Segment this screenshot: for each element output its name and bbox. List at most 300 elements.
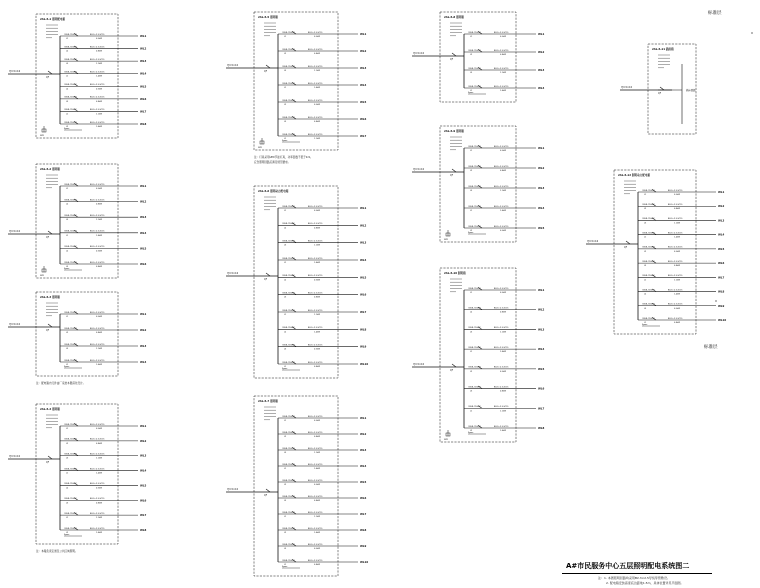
circuit-row xyxy=(278,527,367,534)
circuit-row xyxy=(278,479,367,486)
main-breaker-label: QF xyxy=(450,174,453,177)
load-label: 0.5kW xyxy=(500,36,506,38)
load-label: 0.8kW xyxy=(96,100,102,103)
breaker-label: C65N-C16/1P xyxy=(282,257,295,260)
load-label: 0.8kW xyxy=(96,332,102,334)
breaker-label: C65N-C16/1P xyxy=(64,84,77,87)
circuit-row xyxy=(278,447,367,454)
circuit-id: WL5 xyxy=(140,85,147,89)
circuit-row xyxy=(60,71,147,78)
panel-enclosure xyxy=(254,396,338,576)
phase-label: L3 xyxy=(470,72,473,74)
load-label: 1.1kW xyxy=(500,410,506,413)
load-label: 1.1kW xyxy=(314,70,320,72)
circuit-row xyxy=(464,425,545,432)
panel-p7 xyxy=(226,396,368,576)
load-label: 1.4kW xyxy=(314,262,320,264)
spare-label: Spare xyxy=(282,368,288,370)
breaker-label: C65N-C16/1P xyxy=(64,121,77,124)
cable-label: BV-3×2.5-SC15 xyxy=(308,240,323,243)
phase-label: L3 xyxy=(66,457,69,460)
corner-label-top-right: 标准层 xyxy=(708,11,722,16)
load-label: 1.4kW xyxy=(500,210,506,212)
breaker-label: C65N-C16/1P xyxy=(282,361,295,364)
breaker-label: C65N-C16/1P xyxy=(282,511,295,514)
breaker-label: C65N-C16/1P xyxy=(282,447,295,450)
load-label: 0.8kW xyxy=(314,121,320,123)
circuit-id: WL5 xyxy=(140,484,147,488)
main-breaker-symbol xyxy=(266,489,270,492)
drawing-title: A#市民服务中心五层照明配电系统图二 xyxy=(566,562,690,570)
phase-label: L3 xyxy=(644,307,647,310)
load-label: 0.5kW xyxy=(314,548,320,550)
circuit-id: WL7 xyxy=(718,276,725,280)
breaker-label: C65N-C16/1P xyxy=(468,406,481,409)
breaker-label: C65N-C16/1P xyxy=(642,218,655,221)
cable-label: BV-3×2.5-SC15 xyxy=(668,246,683,249)
phase-label: L1 xyxy=(284,420,287,422)
breaker-label: C65N-C16/1P xyxy=(64,246,77,249)
spd-label: SPD xyxy=(40,275,45,277)
cable-label: BV-3×2.5-SC15 xyxy=(494,49,509,52)
phase-label: L2 xyxy=(66,532,69,534)
phase-label: L1 xyxy=(470,410,473,413)
cable-label: BV-3×2.5-SC15 xyxy=(668,317,683,320)
cable-label: BV-3×2.5-SC15 xyxy=(90,343,105,346)
phase-label: L2 xyxy=(66,250,69,253)
cable-label: BV-3×2.5-SC15 xyxy=(90,199,105,202)
main-breaker-label: QF xyxy=(450,369,453,372)
load-label: 0.5kW xyxy=(500,370,506,373)
circuit-row xyxy=(60,482,147,489)
load-label: 0.8kW xyxy=(314,564,320,566)
circuit-row xyxy=(278,31,367,38)
phase-label: L3 xyxy=(644,265,647,268)
phase-label: L2 xyxy=(66,88,69,91)
load-label: 0.5kW xyxy=(96,250,102,253)
breaker-label: C65N-C16/1P xyxy=(64,109,77,112)
breaker-label: C65N-C16/1P xyxy=(64,453,77,456)
phase-label: L1 xyxy=(284,36,287,38)
breaker-label: C65N-C16/1P xyxy=(64,46,77,49)
socket-label: 插座回路 xyxy=(686,89,696,92)
circuit-id: WL9 xyxy=(360,545,367,548)
circuit-id: WL5 xyxy=(538,367,545,371)
load-label: 1.4kW xyxy=(96,532,102,534)
circuit-id: WL10 xyxy=(718,319,727,322)
cable-label: BV-3×2.5-SC15 xyxy=(308,361,323,364)
panel-p6 xyxy=(226,186,368,378)
circuit-id: WL3 xyxy=(140,454,147,458)
circuit-row xyxy=(278,133,367,140)
panel-name: 2AL-5-4 照明箱 xyxy=(40,408,60,411)
phase-label: L2 xyxy=(284,279,287,282)
cable-label: BV-3×2.5-SC15 xyxy=(308,65,323,68)
circuit-id: WL1 xyxy=(140,425,147,428)
panel-name: 2AL-5-8 照明箱 xyxy=(444,16,464,19)
breaker-label: C65N-C16/1P xyxy=(282,344,295,347)
circuit-id: WL6 xyxy=(360,497,367,500)
main-breaker-symbol xyxy=(48,456,52,459)
spd-label: SPD xyxy=(444,239,449,241)
load-label: 1.4kW xyxy=(500,351,506,354)
circuit-row xyxy=(60,327,147,334)
breaker-label: C65N-C16/1P xyxy=(468,425,481,428)
cable-label: BV-3×2.5-SC15 xyxy=(668,232,683,235)
cable-label: BV-3×2.5-SC15 xyxy=(90,512,105,515)
panel-name: 2AL-5-9 照明箱 xyxy=(444,130,464,133)
circuit-id: WL8 xyxy=(718,290,725,294)
phase-label: L3 xyxy=(284,296,287,299)
panel-enclosure xyxy=(440,12,516,102)
phase-label: L2 xyxy=(284,104,287,106)
breaker-label: C65N-C16/1P xyxy=(282,275,295,278)
load-label: 1.1kW xyxy=(96,457,102,460)
breaker-label: C65N-C16/1P xyxy=(468,327,481,330)
circuit-id: WL4 xyxy=(360,259,367,262)
phase-label: L2 xyxy=(66,442,69,445)
load-label: 0.8kW xyxy=(500,390,506,393)
phase-label: L1 xyxy=(644,279,647,282)
incoming-cable-label: YJV-5×10 xyxy=(9,230,21,233)
phase-label: L2 xyxy=(470,230,473,232)
phase-label: L2 xyxy=(284,227,287,230)
breaker-label: C65N-C16/1P xyxy=(282,415,295,418)
circuit-id: WL4 xyxy=(718,233,725,237)
cable-label: BV-3×2.5-SC15 xyxy=(90,71,105,74)
breaker-label: C65N-C16/1P xyxy=(468,307,481,310)
breaker-label: C65N-C16/1P xyxy=(642,204,655,207)
circuit-row xyxy=(60,497,147,504)
breaker-label: C65N-C16/1P xyxy=(468,287,481,290)
phase-label: L1 xyxy=(66,113,69,116)
circuit-id: WL2 xyxy=(538,51,545,54)
phase-label: L1 xyxy=(66,75,69,78)
breaker-label: C65N-C16/1P xyxy=(282,116,295,119)
phase-label: L1 xyxy=(644,236,647,239)
circuit-row xyxy=(638,288,725,295)
load-label: 0.5kW xyxy=(96,188,102,190)
circuit-id: WL4 xyxy=(140,361,147,364)
cable-label: BV-3×2.5-SC15 xyxy=(90,438,105,441)
cable-label: BV-3×2.5-SC15 xyxy=(494,327,509,330)
circuit-id: WL9 xyxy=(718,304,725,308)
circuit-id: WL3 xyxy=(140,216,147,220)
main-breaker-label: QF xyxy=(264,494,267,497)
load-label: 1.4kW xyxy=(96,472,102,475)
load-label: 0.8kW xyxy=(500,170,506,172)
circuit-id: WL1 xyxy=(538,33,545,36)
circuit-row xyxy=(60,121,147,128)
circuit-id: WL2 xyxy=(718,205,725,209)
phase-label: L2 xyxy=(644,208,647,211)
circuit-id: WL9 xyxy=(360,345,367,349)
spare-label: Spare xyxy=(282,566,288,568)
cable-label: BV-3×2.5-SC15 xyxy=(668,275,683,278)
circuit-id: WL6 xyxy=(140,499,147,503)
circuit-row xyxy=(464,165,545,172)
breaker-label: C65N-C16/1P xyxy=(642,260,655,263)
circuit-row xyxy=(464,31,545,38)
main-breaker-label: QF xyxy=(264,70,267,73)
breaker-label: C65N-C16/1P xyxy=(64,58,77,61)
cable-label: BV-3×2.5-SC15 xyxy=(308,447,323,450)
cable-label: BV-3×2.5-SC15 xyxy=(308,133,323,136)
circuit-row xyxy=(278,274,367,281)
cable-label: BV-3×2.5-SC15 xyxy=(90,46,105,49)
circuit-row xyxy=(278,239,367,246)
circuit-id: WL4 xyxy=(140,72,147,76)
phase-label: L1 xyxy=(470,210,473,212)
phase-label: L1 xyxy=(66,517,69,520)
panel-p5 xyxy=(226,12,367,164)
cable-label: BV-3×2.5-SC15 xyxy=(668,289,683,292)
phase-label: L1 xyxy=(66,316,69,318)
circuit-row xyxy=(60,96,147,103)
circuit-id: WL7 xyxy=(360,311,367,314)
load-label: 1.4kW xyxy=(314,532,320,534)
circuit-id: WL6 xyxy=(140,97,147,101)
main-breaker-symbol xyxy=(266,273,270,276)
cable-label: BV-3×2.5-SC15 xyxy=(90,261,105,264)
load-label: 0.5kW xyxy=(674,250,680,253)
phase-label: L3 xyxy=(66,63,69,66)
phase-label: L3 xyxy=(66,502,69,505)
cable-label: BV-3×2.5-SC15 xyxy=(668,218,683,221)
circuit-row xyxy=(638,189,725,196)
main-breaker-label: QF xyxy=(624,246,627,249)
circuit-id: WL4 xyxy=(538,207,545,210)
breaker-label: C65N-C16/1P xyxy=(64,311,77,314)
circuit-row xyxy=(278,559,368,566)
circuit-row xyxy=(60,453,147,460)
phase-label: L3 xyxy=(470,331,473,334)
circuit-id: WL2 xyxy=(538,167,545,170)
cable-label: BV-3×2.5-SC15 xyxy=(90,468,105,471)
panel-note: 注：配电箱内元件由厂家按本图深化设计。 xyxy=(36,382,86,385)
main-breaker-label: QF xyxy=(658,92,661,95)
circuit-id: WL3 xyxy=(140,345,147,348)
phase-label: L1 xyxy=(284,87,287,89)
phase-label: L1 xyxy=(284,314,287,316)
phase-label: L1 xyxy=(284,138,287,140)
incoming-cable-label: YJV-5×10 xyxy=(413,168,425,171)
panel-p8 xyxy=(412,12,545,102)
panel-name: 2AL-5-3 照明箱 xyxy=(40,296,60,299)
circuit-id: WL3 xyxy=(360,241,367,245)
circuit-row xyxy=(60,311,147,318)
circuit-row xyxy=(638,317,726,324)
phase-label: L3 xyxy=(284,121,287,123)
circuit-id: WL5 xyxy=(140,247,147,251)
breaker-label: C65N-C16/1P xyxy=(282,31,295,34)
circuit-row xyxy=(278,511,367,518)
circuit-row xyxy=(60,214,147,221)
phase-label: L2 xyxy=(470,54,473,56)
spd-label: SPD xyxy=(444,439,449,441)
circuit-id: WL3 xyxy=(140,60,147,64)
circuit-row xyxy=(464,366,545,373)
incoming-cable-label: YJV-5×10 xyxy=(227,488,239,491)
cable-label: BV-3×2.5-SC15 xyxy=(308,205,323,208)
breaker-label: C65N-C16/1P xyxy=(282,431,295,434)
panel-p12 xyxy=(586,170,726,334)
cable-label: BV-3×2.5-SC15 xyxy=(308,344,323,347)
load-label: 0.8kW xyxy=(314,53,320,55)
cable-label: BV-3×2.5-SC15 xyxy=(494,307,509,310)
circuit-row xyxy=(278,99,367,106)
circuit-id: WL5 xyxy=(360,101,367,104)
phase-label: L2 xyxy=(66,126,69,128)
load-label: 0.5kW xyxy=(314,484,320,486)
cable-label: BV-3×2.5-SC15 xyxy=(308,327,323,330)
breaker-label: C65N-C16/1P xyxy=(64,327,77,330)
cable-label: BV-3×2.5-SC15 xyxy=(494,287,509,290)
breaker-label: C65N-C16/1P xyxy=(64,183,77,186)
load-label: 1.1kW xyxy=(674,279,680,282)
phase-label: L3 xyxy=(284,348,287,351)
circuit-id: WL6 xyxy=(538,387,545,391)
load-label: 1.4kW xyxy=(314,468,320,470)
circuit-row xyxy=(60,198,147,205)
panel-note: 应急照明回路应满足规范要求。 xyxy=(254,161,291,164)
circuit-id: WL1 xyxy=(140,35,147,38)
load-label: 0.8kW xyxy=(314,227,320,230)
load-label: 0.8kW xyxy=(674,208,680,211)
circuit-id: WL4 xyxy=(538,348,545,352)
circuit-id: WL3 xyxy=(538,187,545,190)
spare-label: Spare xyxy=(468,232,474,234)
load-label: 0.5kW xyxy=(314,210,320,212)
phase-label: L2 xyxy=(66,332,69,334)
breaker-label: C65N-C16/1P xyxy=(64,230,77,233)
load-label: 0.5kW xyxy=(500,230,506,232)
load-label: 0.5kW xyxy=(96,487,102,490)
breaker-label: C65N-C16/1P xyxy=(64,468,77,471)
phase-label: L1 xyxy=(66,428,69,430)
cable-label: BV-3×2.5-SC15 xyxy=(308,559,323,562)
breaker-label: C65N-C16/1P xyxy=(282,543,295,546)
load-label: 1.4kW xyxy=(96,234,102,237)
circuit-id: WL8 xyxy=(360,529,367,532)
circuit-id: WL6 xyxy=(360,118,367,121)
panel-name: 2AL-5-7 照明箱 xyxy=(258,400,278,403)
circuit-id: WL3 xyxy=(718,219,725,223)
cable-label: BV-3×2.5-SC15 xyxy=(308,292,323,295)
breaker-label: C65N-C16/1P xyxy=(642,189,655,192)
breaker-label: C65N-C16/1P xyxy=(468,85,481,88)
load-label: 1.1kW xyxy=(96,63,102,66)
circuit-id: WL3 xyxy=(538,69,545,72)
load-label: 1.4kW xyxy=(674,236,680,239)
load-label: 1.4kW xyxy=(314,331,320,334)
breaker-label: C65N-C16/1P xyxy=(468,346,481,349)
circuit-row xyxy=(278,361,368,368)
cable-label: BV-3×2.5-SC15 xyxy=(308,48,323,51)
spare-label: Spare xyxy=(64,366,70,368)
cable-label: BV-3×2.5-SC15 xyxy=(494,366,509,369)
cable-label: BV-3×2.5-SC15 xyxy=(308,309,323,312)
breaker-label: C65N-C16/1P xyxy=(642,246,655,249)
cable-label: BV-3×2.5-SC15 xyxy=(308,527,323,530)
circuit-id: WL2 xyxy=(360,433,367,436)
breaker-label: C65N-C16/1P xyxy=(468,366,481,369)
circuit-row xyxy=(464,49,545,56)
panel-p4 xyxy=(8,404,147,553)
panel-note: 注：灯具采用LED节能灯具，功率因数不低于0.9。 xyxy=(254,156,313,159)
load-label: 0.5kW xyxy=(96,38,102,40)
phase-label: L1 xyxy=(284,210,287,212)
circuit-row xyxy=(464,287,545,294)
circuit-id: WL1 xyxy=(360,207,367,210)
breaker-label: C65N-C16/1P xyxy=(282,133,295,136)
main-breaker-label: QF xyxy=(46,461,49,464)
load-label: 0.5kW xyxy=(674,307,680,310)
phase-label: L2 xyxy=(284,331,287,334)
cable-label: BV-3×2.5-SC15 xyxy=(308,275,323,278)
breaker-label: C65N-C16/1P xyxy=(468,67,481,70)
panel-enclosure xyxy=(36,292,118,376)
phase-label: L1 xyxy=(644,322,647,324)
circuit-id: WL1 xyxy=(140,313,147,316)
panel-name: 2AL-5-5 照明箱 xyxy=(258,16,278,19)
cable-label: BV-3×2.5-SC15 xyxy=(308,479,323,482)
cable-label: BV-3×2.5-SC15 xyxy=(308,463,323,466)
phase-label: L2 xyxy=(66,50,69,53)
breaker-label: C65N-C16/1P xyxy=(282,240,295,243)
circuit-row xyxy=(60,33,147,40)
cable-label: BV-3×2.5-SC15 xyxy=(90,359,105,362)
spare-label: Spare xyxy=(468,432,474,434)
phase-label: L1 xyxy=(66,188,69,190)
main-breaker-symbol xyxy=(452,169,456,172)
circuit-row xyxy=(60,45,147,52)
breaker-label: C65N-C16/1P xyxy=(64,483,77,486)
cable-label: BV-3×2.5-SC15 xyxy=(494,31,509,34)
circuit-id: WL3 xyxy=(538,328,545,332)
phase-label: L3 xyxy=(284,500,287,502)
panel-enclosure xyxy=(614,170,696,334)
circuit-id: WL2 xyxy=(140,47,147,51)
circuit-row xyxy=(464,185,545,192)
main-breaker-label: QF xyxy=(450,58,453,61)
cable-label: BV-3×2.5-SC15 xyxy=(494,406,509,409)
circuit-id: WL1 xyxy=(360,33,367,36)
circuit-row xyxy=(278,257,367,264)
panel-name: 2AL-5-12 照明动力配电箱 xyxy=(618,174,651,177)
phase-label: L3 xyxy=(284,548,287,550)
circuit-id: WL7 xyxy=(140,514,147,518)
circuit-id: WL10 xyxy=(360,363,369,366)
breaker-label: C65N-C16/1P xyxy=(282,559,295,562)
load-label: 0.8kW xyxy=(314,500,320,502)
load-label: 1.4kW xyxy=(96,126,102,128)
incoming-cable-label: YJV-5×16 xyxy=(587,240,599,243)
phase-label: L2 xyxy=(66,203,69,206)
incoming-cable-label: YJV-5×10 xyxy=(9,455,21,458)
circuit-row xyxy=(278,291,367,298)
phase-label: L1 xyxy=(470,36,473,38)
breaker-label: C65N-C16/1P xyxy=(64,215,77,217)
phase-label: L1 xyxy=(284,564,287,566)
load-label: 0.8kW xyxy=(500,311,506,314)
incoming-cable-label: YJV-5×10 xyxy=(227,64,239,67)
breaker-label: C65N-C16/1P xyxy=(64,438,77,441)
main-breaker-symbol xyxy=(48,324,52,327)
main-breaker-label: QF xyxy=(46,329,49,332)
circuit-row xyxy=(60,58,147,65)
phase-label: L1 xyxy=(284,516,287,518)
